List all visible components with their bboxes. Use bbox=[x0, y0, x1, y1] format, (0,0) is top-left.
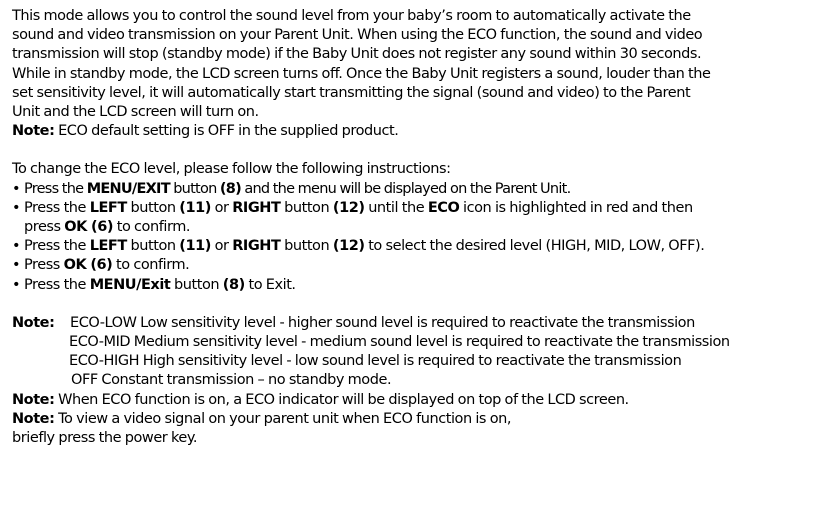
level-eco-mid: ECO-MID Medium sensitivity level - medium sound level is required to reactivate the transmission bbox=[69, 334, 730, 351]
note-video-signal-line2: briefly press the power key. bbox=[12, 430, 198, 447]
step-key: OK (6) bbox=[63, 257, 113, 274]
step-text: button bbox=[280, 238, 333, 255]
step-text: button bbox=[126, 199, 180, 216]
step-text: to select the desired level (HIGH, MID, LOW, OFF). bbox=[364, 238, 705, 255]
step-text: until the bbox=[364, 199, 428, 216]
intro-paragraph bbox=[12, 7, 830, 122]
step-text: icon is highlighted in red and then bbox=[459, 199, 693, 216]
bullet: • bbox=[12, 238, 21, 255]
step-text: and the menu will be displayed on the Parent Unit. bbox=[241, 180, 571, 197]
sensitivity-level-list bbox=[70, 314, 830, 391]
step-key: (8) bbox=[219, 180, 241, 197]
note-label: Note: bbox=[12, 314, 55, 331]
level-off: OFF Constant transmission – no standby mode. bbox=[71, 372, 392, 389]
note-text: To view a video signal on your parent unit when ECO function is on, bbox=[54, 410, 512, 427]
step-key: OK (6) bbox=[64, 219, 114, 236]
step-text: press bbox=[24, 219, 65, 236]
step-item bbox=[12, 199, 830, 237]
note-text: ECO default setting is OFF in the supplied product. bbox=[54, 123, 399, 140]
intro-line: transmission will stop (standby mode) if the Baby Unit does not register any sound within 30 seconds. bbox=[12, 46, 702, 63]
level-eco-high: ECO-HIGH High sensitivity level - low sound level is required to reactivate the transmission bbox=[69, 353, 682, 370]
step-key: MENU/Exit bbox=[89, 276, 171, 293]
note-label: Note: bbox=[12, 410, 55, 427]
intro-line: This mode allows you to control the sound level from your baby’s room to automatically activate the bbox=[12, 8, 691, 24]
step-text: to Exit. bbox=[244, 276, 296, 293]
step-item bbox=[12, 276, 830, 295]
level-eco-low: ECO-LOW Low sensitivity level - higher sound level is required to reactivate the transmission bbox=[70, 314, 695, 331]
bullet: • bbox=[12, 276, 21, 293]
step-text: to confirm. bbox=[112, 257, 190, 274]
intro-line: Unit and the LCD screen will turn on. bbox=[12, 104, 259, 121]
intro-line: While in standby mode, the LCD screen turns off. Once the Baby Unit registers a sound, louder than the bbox=[12, 65, 711, 82]
note-default-setting bbox=[12, 122, 830, 141]
step-text: or bbox=[210, 238, 233, 255]
step-text: or bbox=[210, 199, 233, 216]
bullet: • bbox=[12, 199, 21, 216]
step-item bbox=[12, 180, 830, 199]
step-key: (11) bbox=[179, 238, 211, 255]
intro-line: set sensitivity level, it will automatically start transmitting the signal (sound and video) to the Parent bbox=[12, 84, 691, 101]
step-text: Press the bbox=[24, 238, 90, 255]
step-text: button bbox=[170, 276, 223, 293]
step-text: Press the bbox=[24, 199, 90, 216]
note-video-signal bbox=[12, 410, 830, 429]
note-sensitivity-levels bbox=[12, 314, 830, 391]
step-text: Press the bbox=[24, 180, 87, 197]
note-eco-indicator bbox=[12, 391, 830, 410]
bullet: • bbox=[12, 257, 21, 274]
paragraph-gap bbox=[12, 141, 830, 160]
step-item bbox=[12, 256, 830, 275]
step-item bbox=[12, 237, 830, 256]
step-key: RIGHT bbox=[232, 199, 281, 216]
step-text: to confirm. bbox=[113, 219, 191, 236]
step-key: LEFT bbox=[89, 199, 127, 216]
note-text: When ECO function is on, a ECO indicator will be displayed on top of the LCD screen. bbox=[54, 391, 629, 408]
note-label: Note: bbox=[12, 391, 55, 408]
intro-line: sound and video transmission on your Parent Unit. When using the ECO function, the sound and video bbox=[12, 27, 703, 44]
document-page bbox=[12, 7, 830, 448]
step-text: button bbox=[280, 199, 333, 216]
note-label: Note: bbox=[12, 123, 55, 140]
step-key: ECO bbox=[427, 199, 460, 216]
step-key: (11) bbox=[179, 199, 211, 216]
step-key: MENU/EXIT bbox=[86, 180, 170, 197]
step-text: button bbox=[169, 180, 220, 197]
step-key: LEFT bbox=[89, 238, 127, 255]
step-key: (12) bbox=[332, 238, 365, 255]
paragraph-gap bbox=[12, 295, 830, 314]
step-text: button bbox=[126, 238, 180, 255]
step-key: (12) bbox=[332, 199, 365, 216]
step-text: Press bbox=[24, 257, 64, 274]
step-text: Press the bbox=[24, 276, 90, 293]
instruction-steps bbox=[12, 180, 830, 295]
instructions-intro: To change the ECO level, please follow the following instructions: bbox=[12, 161, 451, 178]
step-key: RIGHT bbox=[232, 238, 281, 255]
step-key: (8) bbox=[222, 276, 245, 293]
bullet: • bbox=[12, 180, 20, 197]
